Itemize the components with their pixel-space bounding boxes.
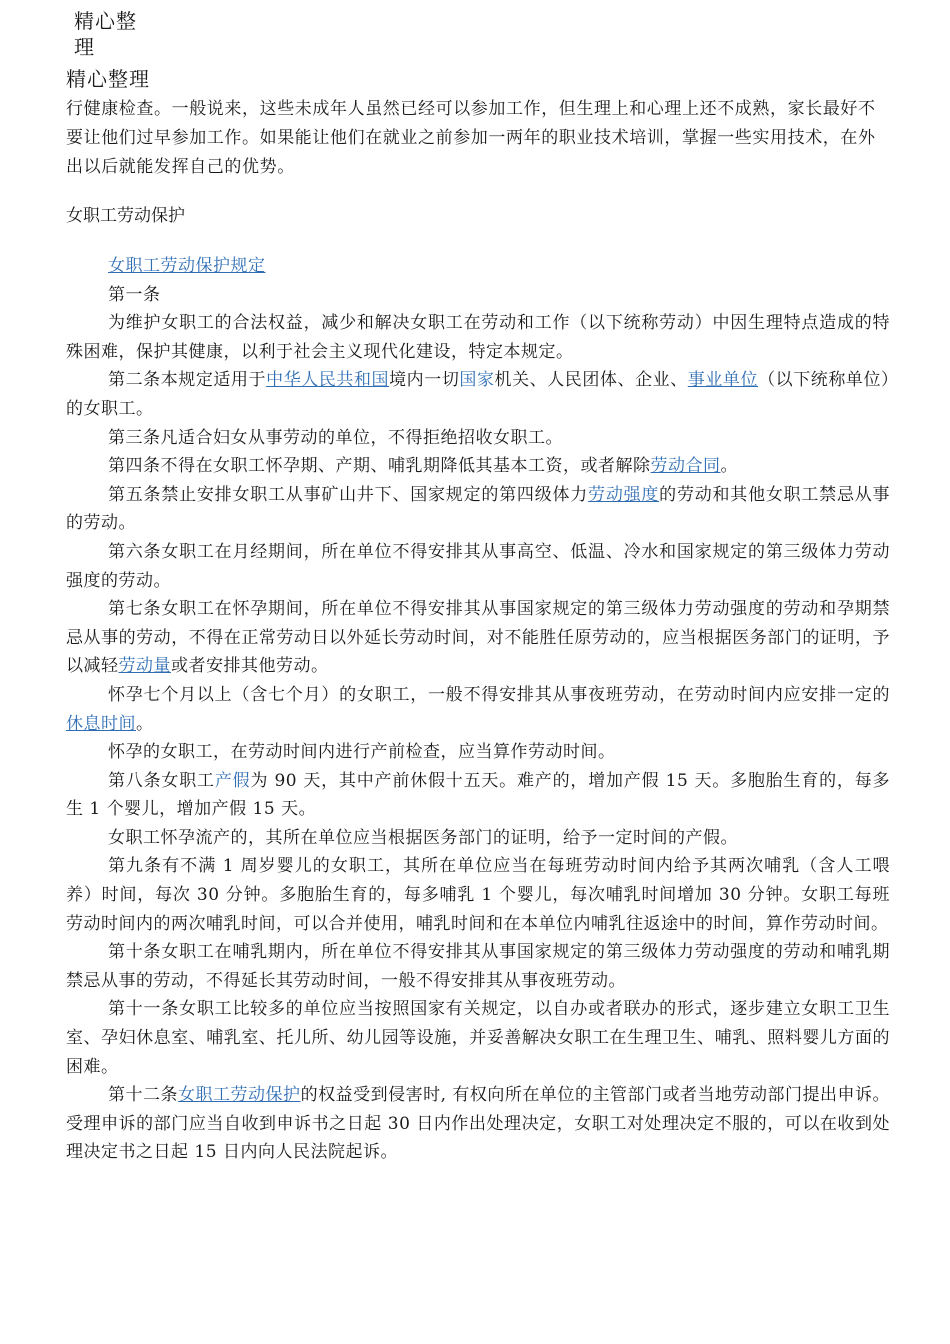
workload-link[interactable]: 劳动量 bbox=[118, 656, 171, 677]
article-7b-text-pre: 怀孕七个月以上（含七个月）的女职工，一般不得安排其从事夜班劳动，在劳动时间内应安排一定的 bbox=[108, 684, 890, 705]
article-2-text-mid1: 境内一切 bbox=[389, 370, 460, 391]
article-4-text-pre: 第四条不得在女职工怀孕期、产期、哺乳期降低其基本工资，或者解除 bbox=[108, 456, 651, 477]
article-2-text-pre: 第二条本规定适用于 bbox=[108, 370, 267, 391]
article-12-text-pre: 第十二条 bbox=[108, 1085, 179, 1106]
article-11: 第十一条女职工比较多的单位应当按照国家有关规定，以自办或者联办的形式，逐步建立女职工卫生室、孕妇休息室、哺乳室、托儿所、幼儿园等设施，并妥善解决女职工在生理卫生、哺乳、照料婴儿方面的困难。 bbox=[66, 999, 890, 1077]
article-7b-text-post: 。 bbox=[136, 713, 154, 734]
article-2-text-post: （以下统称单位）的女职工。 bbox=[66, 370, 891, 419]
article-7-text-post: 或者安排其他劳动。 bbox=[171, 656, 329, 677]
article-5 bbox=[66, 481, 890, 538]
article-9: 第九条有不满 1 周岁婴儿的女职工，其所在单位应当在每班劳动时间内给予其两次哺乳（含人工喂养）时间，每次 30 分钟。多胞胎生育的，每多哺乳 1 个婴儿，每次哺乳时间增加 30 分钟。女职工每班劳动时间内的两次哺乳时间，可以合并使用，哺乳时间和在本单位内哺乳往返途中的时间，算作劳动时间。 bbox=[66, 856, 890, 934]
article-8-text-post: 为 90 天，其中产前休假十五天。难产的，增加产假 15 天。多胞胎生育的，每多生 1 个婴儿，增加产假 15 天。 bbox=[66, 770, 891, 820]
labor-contract-link[interactable]: 劳动合同 bbox=[650, 456, 721, 477]
public-institution-link[interactable]: 事业单位 bbox=[687, 370, 759, 391]
article-6: 第六条女职工在月经期间，所在单位不得安排其从事高空、低温、冷水和国家规定的第三级体力劳动强度的劳动。 bbox=[66, 541, 890, 591]
regulation-title-link[interactable]: 女职工劳动保护规定 bbox=[108, 256, 266, 276]
article-7 bbox=[66, 595, 890, 681]
intro-paragraph: 行健康检查。一般说来，这些未成年人虽然已经可以参加工作，但生理上和心理上还不成熟，家长最好不要让他们过早参加工作。如果能让他们在就业之前参加一两年的职业技术培训，掌握一些实用技术，在外出以后就能发挥自己的优势。 bbox=[66, 99, 876, 177]
prc-link[interactable]: 中华人民共和国 bbox=[266, 370, 390, 391]
article-7-pregnancy-7-months bbox=[66, 681, 890, 738]
header-watermark-second: 精心整理 bbox=[66, 67, 150, 91]
article-1-body: 为维护女职工的合法权益，减少和解决女职工在劳动和工作（以下统称劳动）中因生理特点造成的特殊困难，保护其健康，以利于社会主义现代化建设，特定本规定。 bbox=[66, 313, 890, 362]
article-4 bbox=[66, 452, 890, 481]
article-12-text-post: 的权益受到侵害时, 有权向所在单位的主管部门或者当地劳动部门提出申诉。受理申诉的部门应当自收到申诉书之日起 30 日内作出处理决定，女职工对处理决定不服的，可以在收到处理决定书之日起 15 日内向人民法院起诉。 bbox=[66, 1085, 891, 1163]
article-1-heading: 第一条 bbox=[108, 284, 161, 305]
article-3: 第三条凡适合妇女从事劳动的单位，不得拒绝招收女职工。 bbox=[108, 427, 563, 448]
regulation-title-paragraph bbox=[66, 252, 890, 281]
maternity-leave-link[interactable]: 产假 bbox=[214, 770, 251, 791]
labor-intensity-link[interactable]: 劳动强度 bbox=[588, 484, 660, 505]
header-watermark-top: 精心整理 bbox=[74, 9, 137, 59]
article-7-text-pre: 第七条女职工在怀孕期间，所在单位不得安排其从事国家规定的第三级体力劳动强度的劳动和孕期禁忌从事的劳动，不得在正常劳动日以外延长劳动时间，对不能胜任原劳动的，应当根据医务部门的证明，予以减轻 bbox=[66, 599, 890, 677]
section-title: 女职工劳动保护 bbox=[66, 206, 185, 226]
regulation-body bbox=[66, 252, 890, 1167]
article-2-text-mid2: 机关、人民团体、企业、 bbox=[494, 370, 688, 391]
article-12 bbox=[66, 1081, 890, 1167]
article-4-text-post: 。 bbox=[720, 456, 738, 477]
article-7-prenatal-check: 怀孕的女职工，在劳动时间内进行产前检查，应当算作劳动时间。 bbox=[108, 742, 616, 763]
state-link[interactable]: 国家 bbox=[459, 370, 495, 391]
article-8 bbox=[66, 767, 890, 824]
female-worker-protection-link[interactable]: 女职工劳动保护 bbox=[178, 1085, 301, 1106]
article-5-text-post: 的劳动和其他女职工禁忌从事的劳动。 bbox=[66, 484, 891, 534]
article-8-text-pre: 第八条女职工 bbox=[108, 770, 215, 791]
article-8-miscarriage: 女职工怀孕流产的，其所在单位应当根据医务部门的证明，给予一定时间的产假。 bbox=[108, 827, 738, 848]
article-10: 第十条女职工在哺乳期内，所在单位不得安排其从事国家规定的第三级体力劳动强度的劳动和哺乳期禁忌从事的劳动，不得延长其劳动时间，一般不得安排其从事夜班劳动。 bbox=[66, 942, 890, 991]
article-5-text-pre: 第五条禁止安排女职工从事矿山井下、国家规定的第四级体力 bbox=[108, 484, 589, 505]
article-2 bbox=[66, 366, 890, 423]
rest-time-link[interactable]: 休息时间 bbox=[66, 713, 136, 734]
